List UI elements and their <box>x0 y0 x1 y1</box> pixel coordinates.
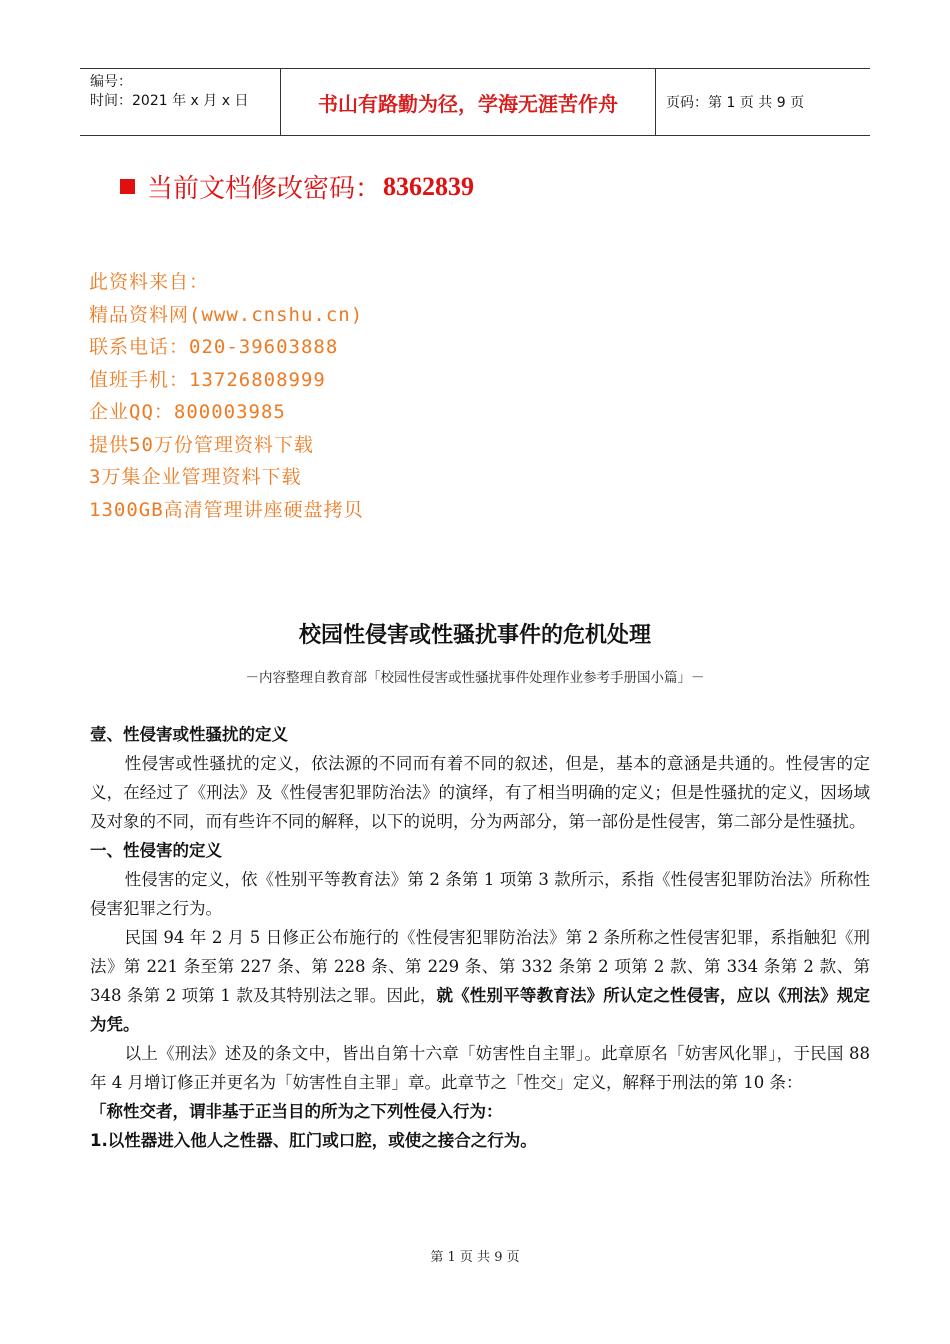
source-line: 企业QQ：800003985 <box>89 401 286 423</box>
source-info-block <box>89 266 364 526</box>
quote-line: 1.以性器进入他人之性器、肛门或口腔，或使之接合之行为。 <box>90 1131 537 1150</box>
document-title: 校园性侵害或性骚扰事件的危机处理 <box>298 623 651 648</box>
paragraph: 以上《刑法》述及的条文中，皆出自第十六章「妨害性自主罪」。此章原名「妨害风化罪」，于民国 88 年 4 月增订修正并更名为「妨害性自主罪」章。此章节之「性交」定义，解释于刑法的第 10 条： <box>90 1044 870 1092</box>
source-line: 1300GB高清管理讲座硬盘拷贝 <box>89 498 364 521</box>
password-notice <box>120 168 474 205</box>
subsection-heading: 一、性侵害的定义 <box>90 841 222 860</box>
square-bullet-icon <box>120 179 135 194</box>
paragraph <box>90 923 870 1039</box>
document-header <box>80 68 870 136</box>
paragraph: 性侵害的定义，依《性别平等教育法》第 2 条第 1 项第 3 款所示，系指《性侵害犯罪防治法》所称性侵害犯罪之行为。 <box>90 870 870 918</box>
source-line: 此资料来自： <box>89 271 210 293</box>
header-meta-cell <box>80 69 281 135</box>
source-line: 联系电话：020-39603888 <box>89 336 339 358</box>
section-heading: 壹、性侵害或性骚扰的定义 <box>90 725 288 744</box>
password-label: 当前文档修改密码： <box>147 174 382 204</box>
source-line: 3万集企业管理资料下载 <box>89 466 302 488</box>
source-line: 值班手机：13726808999 <box>89 368 326 391</box>
paragraph: 性侵害或性骚扰的定义，依法源的不同而有着不同的叙述，但是，基本的意涵是共通的。性侵害的定义，在经过了《刑法》及《性侵害犯罪防治法》的演绎，有了相当明确的定义；但是性骚扰的定义，因场域及对象的不同，而有些许不同的解释，以下的说明，分为两部分，第一部份是性侵害，第二部分是性骚扰。 <box>90 754 870 831</box>
page-footer: 第 1 页 共 9 页 <box>430 1250 520 1265</box>
document-body <box>90 720 870 1155</box>
header-page-info: 页码：第 1 页 共 9 页 <box>666 95 805 111</box>
quote-line: 「称性交者，谓非基于正当目的所为之下列性侵入行为： <box>90 1102 503 1121</box>
header-motto: 书山有路勤为径，学海无涯苦作舟 <box>281 69 656 135</box>
number-label: 编号： <box>90 74 132 90</box>
paragraph-emphasis: 就《性别平等教育法》所认定之性侵害，应以《刑法》规定为凭。 <box>90 986 871 1034</box>
password-code: 8362839 <box>383 171 475 201</box>
time-label: 时间：2021 年 x 月 x 日 <box>90 93 249 109</box>
source-line: 提供50万份管理资料下载 <box>89 433 314 456</box>
paragraph-text: 民国 94 年 2 月 5 日修正公布施行的《性侵害犯罪防治法》第 2 条所称之性侵害犯罪，系指触犯《刑法》第 221 条至第 227 条、第 228 条、第 229 条、第 332 条第 2 项第 2 款、第 334 条第 2 款、第 348 条第 2 项第 1 款及其特别法之罪。因此， <box>90 928 870 1005</box>
document-subtitle: －内容整理自教育部「校园性侵害或性骚扰事件处理作业参考手册国小篇」－ <box>245 670 705 686</box>
source-line: 精品资料网(www.cnshu.cn) <box>89 303 364 326</box>
